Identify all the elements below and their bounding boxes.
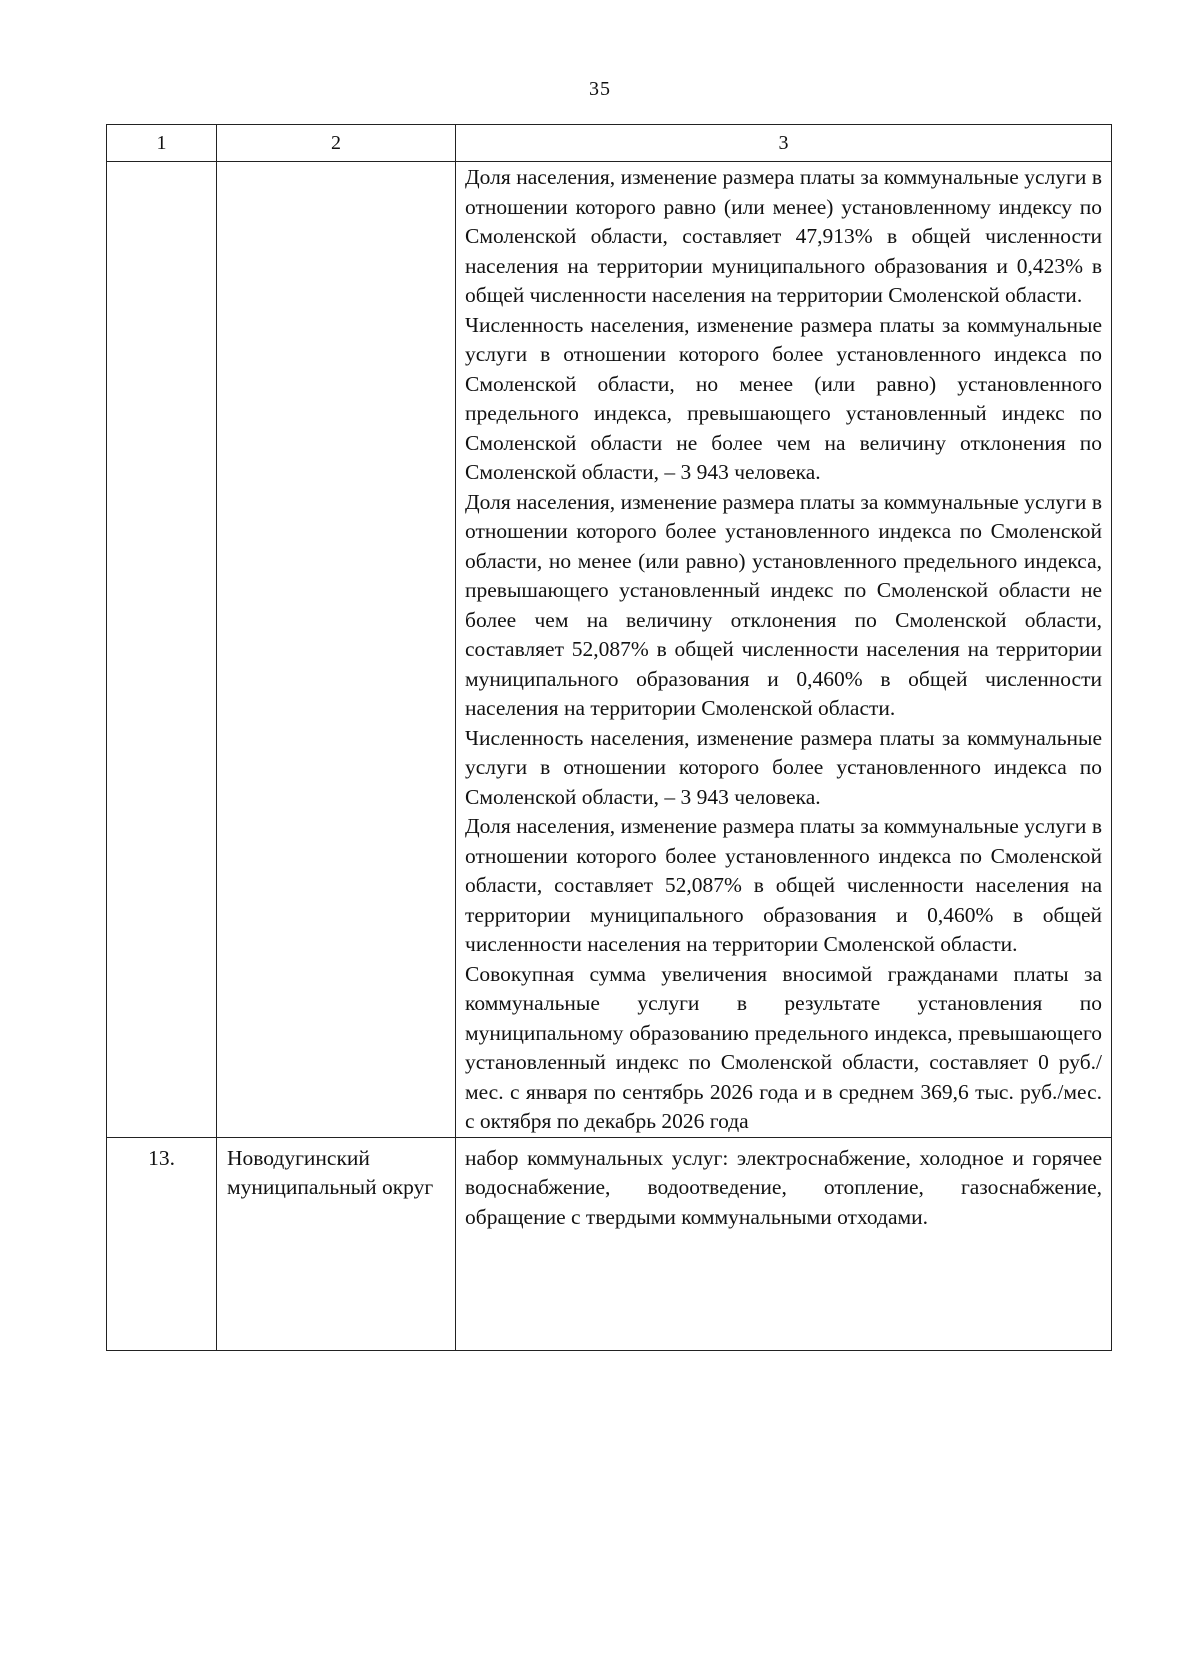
cell-municipality-name: Новодугинский муниципальный округ [217,1137,456,1350]
paragraph-count-within-limit: Численность населения, изменение размера платы за коммунальные услуги в отношении которого более установленного индекса по Смоленской области, но менее (или равно) установленного предельного индекса, превышающего установленный индекс по Смоленской области не более чем на величину отклонения по Смоленской области, – 3 943 человека. [465,312,1102,484]
table-header-row [107,125,1112,162]
column-header-1: 1 [107,125,217,162]
paragraph-count-above-index: Численность населения, изменение размера платы за коммунальные услуги в отношении которого более установленного индекса по Смоленской области, – 3 943 человека. [465,725,1102,809]
page-number: 35 [589,78,611,100]
paragraph-share-equal-index: Доля населения, изменение размера платы за коммунальные услуги в отношении которого равно (или менее) установленному индексу по Смоленской области, составляет 47,913% в общей численности населения на территории муниципального образования и 0,423% в общей численности населения на территории Смоленской области. [465,165,1102,307]
column-header-2: 2 [217,125,456,162]
cell-name-empty [217,162,456,1138]
paragraph-share-above-index: Доля населения, изменение размера платы за коммунальные услуги в отношении которого более установленного индекса по Смоленской области, составляет 52,087% в общей численности населения на территории муниципального образования и 0,460% в общей численности населения на территории Смоленской области. [465,814,1102,956]
table-row-continuation [107,162,1112,1138]
cell-number-empty [107,162,217,1138]
paragraph-share-within-limit: Доля населения, изменение размера платы за коммунальные услуги в отношении которого более установленного индекса по Смоленской области, но менее (или равно) установленного предельного индекса, превышающего установленный индекс по Смоленской области не более чем на величину отклонения по Смоленской области, составляет 52,087% в общей численности населения на территории муниципального образования и 0,460% в общей численности населения на территории Смоленской области. [465,489,1102,720]
cell-number: 13. [107,1137,217,1350]
column-header-3: 3 [456,125,1112,162]
cell-description [456,1137,1112,1350]
paragraph-services-set: набор коммунальных услуг: электроснабжение, холодное и горячее водоснабжение, водоотведение, отопление, газоснабжение, обращение с твердыми коммунальными отходами. [465,1145,1102,1229]
data-table [106,124,1112,1351]
paragraph-total-increase: Совокупная сумма увеличения вносимой гражданами платы за коммунальные услуги в результате установления по муниципальному образованию предельного индекса, превышающего установленный индекс по Смоленской области, составляет 0 руб./мес. с января по сентябрь 2026 года и в среднем 369,6 тыс. руб./мес. с октября по декабрь 2026 года [465,961,1102,1133]
table-row-13 [107,1137,1112,1350]
cell-description [456,162,1112,1138]
